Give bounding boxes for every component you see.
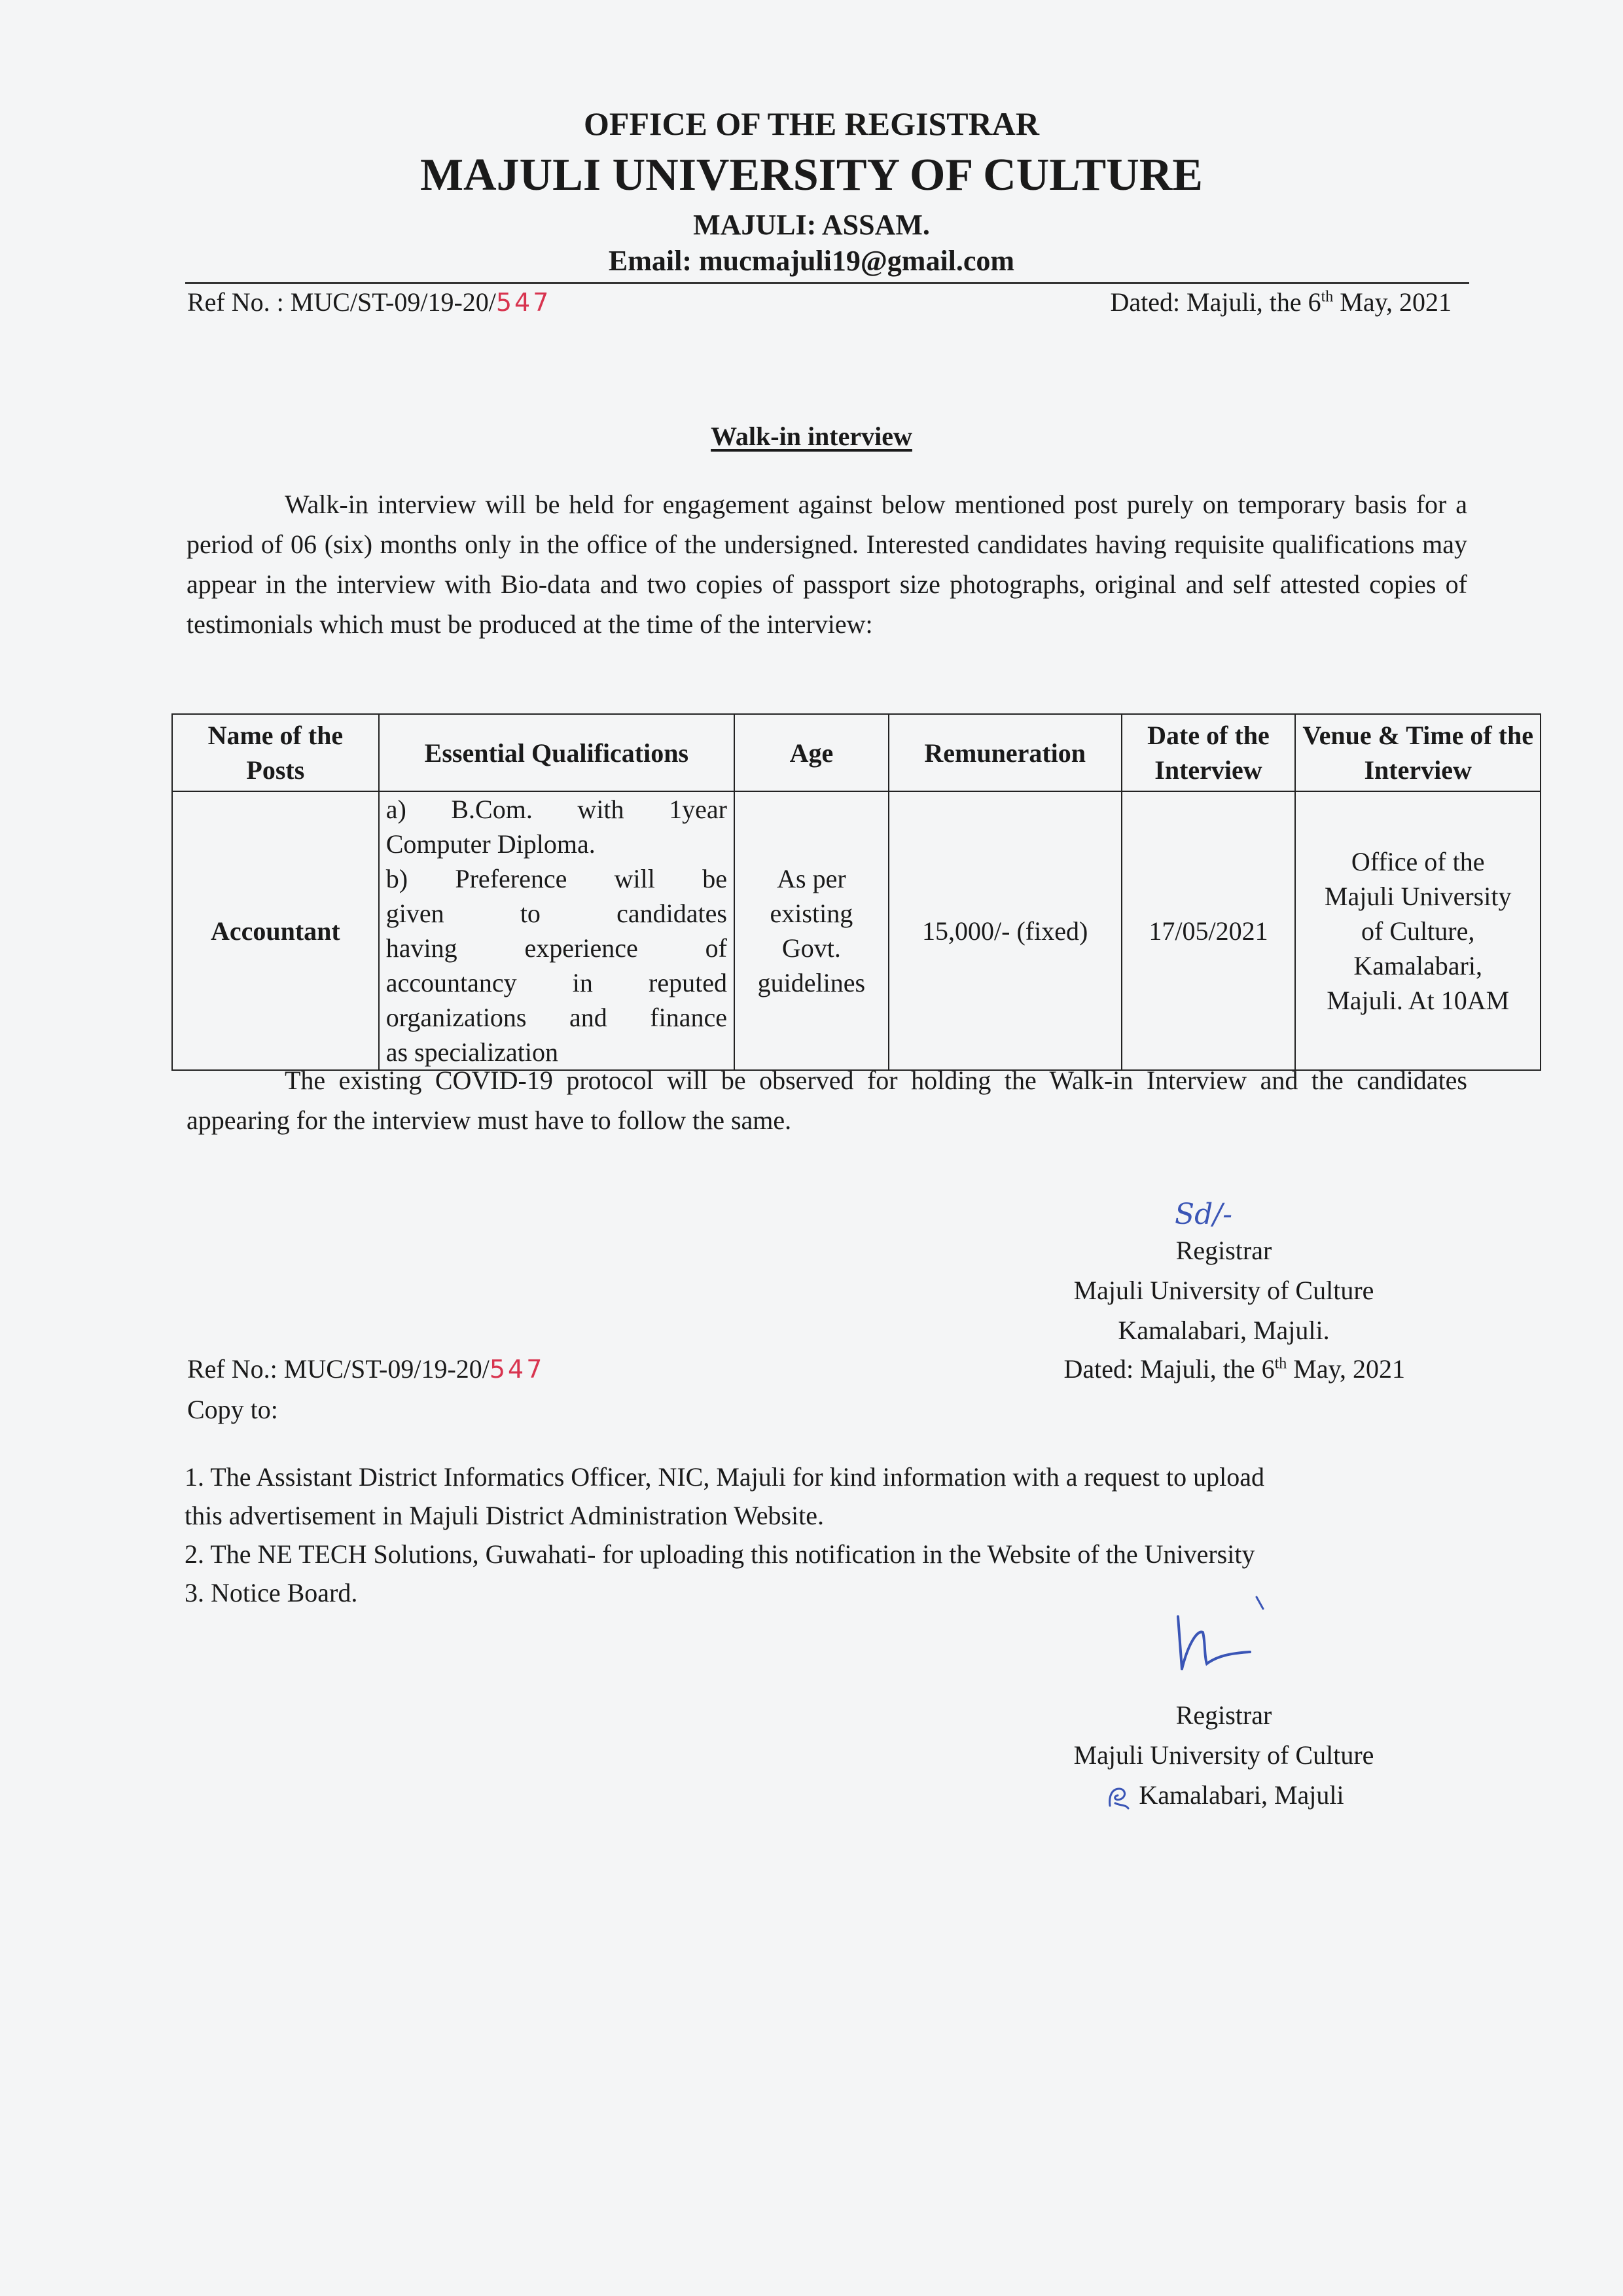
venue-line: Majuli University — [1324, 881, 1512, 911]
reference-number — [187, 287, 551, 317]
handwritten-sd: Sd/- — [1175, 1198, 1232, 1231]
signature-block-1 — [1021, 1230, 1427, 1350]
university-place: MAJULI: ASSAM. — [693, 209, 930, 241]
date-prefix: Dated: Majuli, the 6 — [1063, 1354, 1275, 1384]
reference-label: Ref No. : MUC/ST-09/19-20/ — [187, 287, 496, 317]
header-post: Name of the Posts — [172, 714, 379, 791]
age-line: Govt. — [781, 933, 841, 963]
date-prefix: Dated: Majuli, the 6 — [1110, 287, 1321, 317]
initial-mark-icon — [1103, 1784, 1132, 1812]
office-heading: OFFICE OF THE REGISTRAR — [584, 105, 1039, 142]
qualification-line: b) Preference will be — [385, 864, 727, 893]
signatory-place: Kamalabari, Majuli — [1139, 1780, 1344, 1810]
qualification-line: as specialization — [385, 1037, 558, 1067]
qualification-line: accountancy in reputed — [385, 968, 727, 997]
header-date: Date of the Interview — [1122, 714, 1296, 791]
venue-line: Majuli. At 10AM — [1327, 985, 1510, 1015]
issue-date — [1110, 287, 1452, 317]
copy-list — [185, 1458, 1480, 1612]
cell-date: 17/05/2021 — [1122, 791, 1296, 1070]
copy-issue-date — [1063, 1354, 1405, 1384]
reference-handwritten-number: 547 — [495, 288, 552, 317]
list-item: 3. Notice Board. — [185, 1578, 358, 1607]
covid-note: The existing COVID-19 protocol will be observed for holding the Walk-in Interview and the candidates appearing for the interview must have to follow the same. — [187, 1066, 1467, 1135]
header-divider — [185, 282, 1469, 284]
age-line: As per — [777, 864, 846, 893]
notice-title-text: Walk-in interview — [711, 422, 912, 451]
header-qualifications: Essential Qualifications — [379, 714, 734, 791]
list-item: 1. The Assistant District Informatics Officer, NIC, Majuli for kind information with a request to upload — [185, 1462, 1264, 1492]
signatory-org: Majuli University of Culture — [1073, 1276, 1374, 1305]
cell-post: Accountant — [172, 791, 379, 1070]
signatory-org: Majuli University of Culture — [1073, 1740, 1374, 1770]
header-venue: Venue & Time of the Interview — [1295, 714, 1541, 791]
university-email: Email: mucmajuli19@gmail.com — [608, 245, 1015, 277]
cell-venue — [1295, 791, 1541, 1070]
qualification-line: Computer Diploma. — [385, 829, 596, 859]
signatory-designation: Registrar — [1175, 1700, 1272, 1730]
table-row — [172, 791, 1541, 1070]
signatory-designation: Registrar — [1175, 1236, 1272, 1265]
signatory-place: Kamalabari, Majuli. — [1118, 1316, 1330, 1345]
age-line: existing — [770, 899, 853, 928]
cell-age — [734, 791, 889, 1070]
qualification-line: having experience of — [385, 933, 727, 963]
signatory-place-row — [1021, 1775, 1427, 1815]
venue-line: of Culture, — [1361, 916, 1475, 946]
table-header-row — [172, 714, 1541, 791]
intro-paragraph: Walk-in interview will be held for engagement against below mentioned post purely on temporary basis for a period of 06 (six) months only in the office of the undersigned. Interested candidates having requisite qualifications may appear in the interview with Bio-data and two copies of passport size photographs, original and self attested copies of testimonials which must be produced at the time of the interview: — [187, 490, 1467, 639]
header-age: Age — [734, 714, 889, 791]
qualification-line: organizations and finance — [385, 1003, 727, 1032]
university-name: MAJULI UNIVERSITY OF CULTURE — [419, 150, 1203, 200]
reference-handwritten-number: 547 — [489, 1355, 545, 1384]
reference-label: Ref No.: MUC/ST-09/19-20/ — [187, 1354, 490, 1384]
copy-to-label: Copy to: — [187, 1395, 278, 1424]
list-item: this advertisement in Majuli District Administration Website. — [185, 1501, 825, 1530]
venue-line: Office of the — [1351, 846, 1485, 876]
cell-remuneration: 15,000/- (fixed) — [889, 791, 1122, 1070]
cell-qualifications — [379, 791, 734, 1070]
header-remuneration: Remuneration — [889, 714, 1122, 791]
date-suffix: May, 2021 — [1333, 287, 1452, 317]
age-line: guidelines — [757, 968, 866, 997]
signature-block-2 — [1021, 1695, 1427, 1815]
qualification-line: a) B.Com. with 1year — [385, 795, 727, 824]
registrar-signature-icon — [1165, 1590, 1270, 1689]
date-suffix: May, 2021 — [1287, 1354, 1405, 1384]
date-sup: th — [1274, 1355, 1287, 1372]
list-item: 2. The NE TECH Solutions, Guwahati- for uploading this notification in the Website of the University — [185, 1539, 1255, 1569]
qualification-line: given to candidates — [385, 899, 727, 928]
interview-table — [171, 713, 1541, 1071]
venue-line: Kamalabari, — [1353, 950, 1482, 980]
copy-reference-number — [187, 1354, 544, 1384]
date-sup: th — [1321, 288, 1334, 306]
notice-title — [0, 421, 1623, 452]
